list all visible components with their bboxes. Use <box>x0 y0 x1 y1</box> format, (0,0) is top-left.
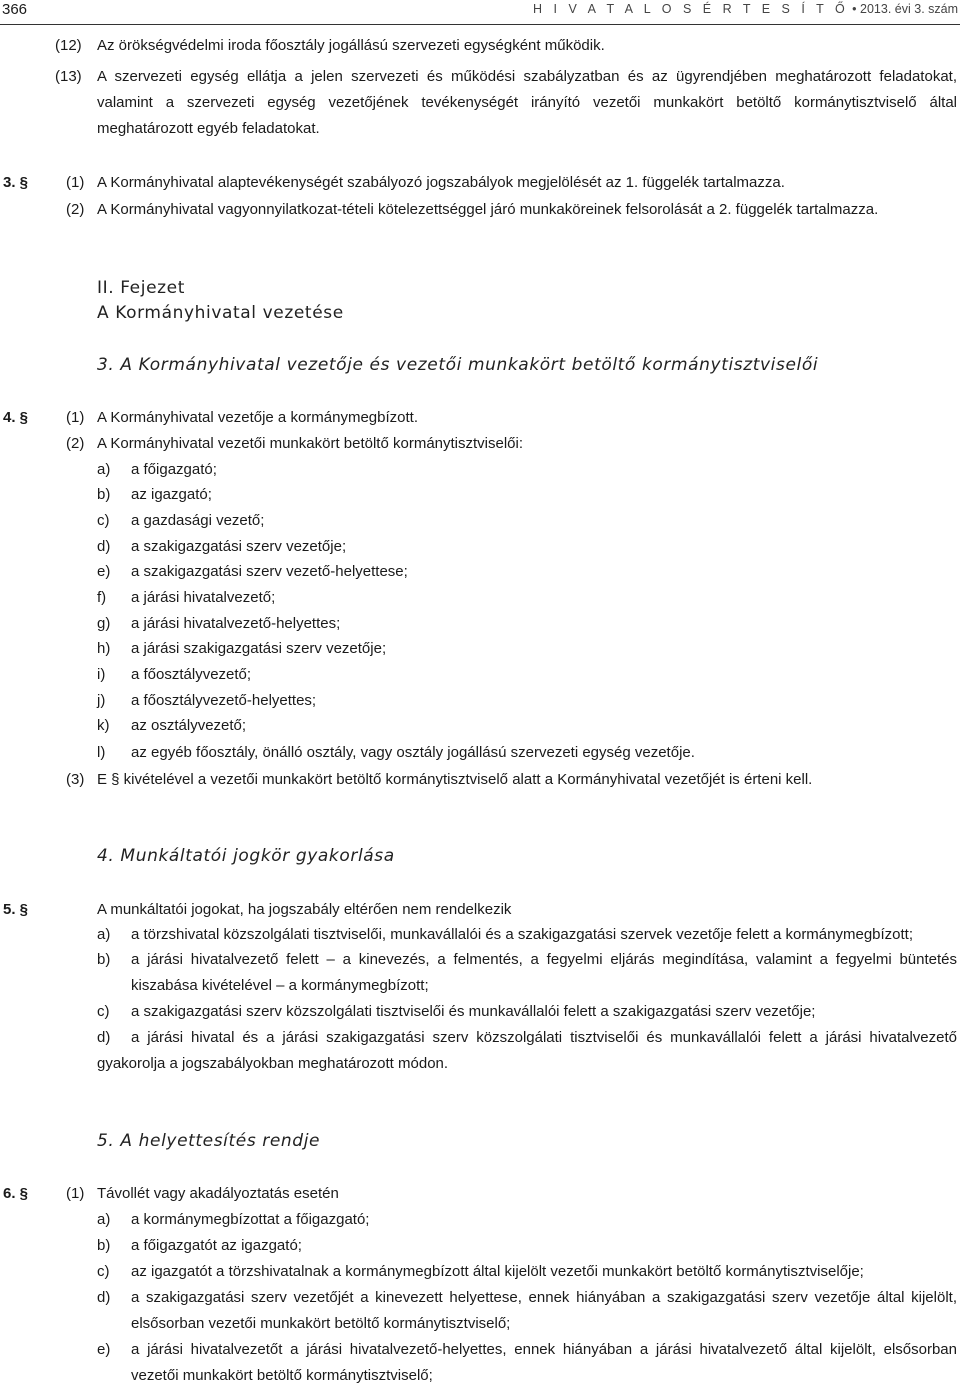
subsection-title: 3. A Kormányhivatal vezetője és vezetői munkakört betöltő kormánytisztviselői <box>97 355 819 375</box>
list-item-letter: b) <box>97 486 111 503</box>
list-item-letter: d) <box>97 1029 111 1046</box>
list-item-letter: a) <box>97 926 111 943</box>
list-item-text: a főosztályvezető; <box>131 666 252 683</box>
section-label: 5. § <box>3 901 29 918</box>
list-item-text: a járási hivatalvezető; <box>131 589 276 606</box>
list-item-letter: e) <box>97 563 111 580</box>
list-item-letter: b) <box>97 951 111 968</box>
list-item-text: a járási hivatalvezető felett – a kinevezés, a felmentés, a fegyelmi eljárás megindítása, valamint a fegyelmi büntetés kiszabása kivételével – a kormánymegbízott; <box>131 951 957 994</box>
para-text: A szervezeti egység ellátja a jelen szervezeti és működési szabályzatban és az ügyrendjében meghatározott feladatokat, valamint a szervezeti egység vezetőjének tevékenységét irányító vezetői munkakört betöltő kormánytisztviselő által meghatározott egyéb feladatokat. <box>97 68 957 137</box>
para-text: A Kormányhivatal vezetője a kormánymegbízott. <box>97 409 418 426</box>
list-item-text: a járási hivatalvezető-helyettes; <box>131 615 341 632</box>
list-item-text: a járási hivatal és a járási szakigazgatási szerv közszolgálati tisztviselői és munkavállalói felett a járási hivatalvezető <box>131 1029 957 1046</box>
para-text: A Kormányhivatal vagyonnyilatkozat-tételi kötelezettséggel járó munkaköreinek felsorolását a 2. függelék tartalmazza. <box>97 201 879 218</box>
list-item-text: a szakigazgatási szerv vezetőjét a kinevezett helyettese, ennek hiányában a szakigazgatási szerv vezetője által kijelölt, elsősorban vezetői munkakört betöltő kormánytisztviselő; <box>131 1289 957 1332</box>
list-item-text: a szakigazgatási szerv közszolgálati tisztviselői és munkavállalói felett a szakigazgatási szerv vezetője; <box>131 1003 816 1020</box>
para-num: (1) <box>66 174 85 191</box>
list-item-text: a főigazgatót az igazgató; <box>131 1237 302 1254</box>
para-num: (2) <box>66 435 85 452</box>
para-text: A munkáltatói jogokat, ha jogszabály eltérően nem rendelkezik <box>97 901 512 918</box>
list-item-letter: k) <box>97 717 110 734</box>
para-text: E § kivételével a vezetői munkakört betöltő kormánytisztviselő alatt a Kormányhivatal vezetőjét is érteni kell. <box>97 771 813 788</box>
list-item-letter: c) <box>97 1263 110 1280</box>
list-item-letter: f) <box>97 589 107 606</box>
list-item-text: a főosztályvezető-helyettes; <box>131 692 317 709</box>
para-text: Távollét vagy akadályoztatás esetén <box>97 1185 339 1202</box>
para-text: A Kormányhivatal alaptevékenységét szabályozó jogszabályok megjelölését az 1. függelék tartalmazza. <box>97 174 785 191</box>
list-item-text: a szakigazgatási szerv vezetője; <box>131 538 347 555</box>
running-title <box>533 2 958 16</box>
header-bullet: • <box>852 2 857 16</box>
subsection-title: 4. Munkáltatói jogkör gyakorlása <box>97 846 395 866</box>
list-item-text: a szakigazgatási szerv vezető-helyettese; <box>131 563 408 580</box>
para-num: (1) <box>66 1185 85 1202</box>
list-item-letter: a) <box>97 461 111 478</box>
para-num: (12) <box>55 37 82 54</box>
list-item-text: a törzshivatal közszolgálati tisztviselői, munkavállalói és a szakigazgatási szervek vezetője felett a kormánymegbízott; <box>131 926 914 943</box>
list-item-letter: a) <box>97 1211 111 1228</box>
list-item-letter: b) <box>97 1237 111 1254</box>
para-num: (2) <box>66 201 85 218</box>
list-item-text: a járási szakigazgatási szerv vezetője; <box>131 640 387 657</box>
list-item-text: az egyéb főosztály, önálló osztály, vagy osztály jogállású szervezeti egység vezetője. <box>131 744 695 761</box>
chapter-title: A Kormányhivatal vezetése <box>97 303 344 323</box>
para-text: A Kormányhivatal vezetői munkakört betöltő kormánytisztviselői: <box>97 435 524 452</box>
para-text: Az örökségvédelmi iroda főosztály jogállású szervezeti egységként működik. <box>97 37 605 54</box>
chapter-number: II. Fejezet <box>97 278 185 298</box>
para-num: (1) <box>66 409 85 426</box>
page-number: 366 <box>2 1 28 18</box>
issue-number: 2013. évi 3. szám <box>860 2 958 16</box>
list-item-text: a kormánymegbízottat a főigazgató; <box>131 1211 370 1228</box>
list-item-text: az igazgató; <box>131 486 212 503</box>
page-header <box>0 0 960 25</box>
section-label: 4. § <box>3 409 29 426</box>
subsection-title: 5. A helyettesítés rendje <box>97 1131 321 1151</box>
list-item-letter: c) <box>97 1003 110 1020</box>
list-item-letter: g) <box>97 615 111 632</box>
list-item-letter: d) <box>97 1289 111 1306</box>
publication-name: H I V A T A L O S É R T E S Í T Ő <box>533 2 849 16</box>
list-item-text: az osztályvezető; <box>131 717 247 734</box>
list-item-letter: i) <box>97 666 106 683</box>
para-text: gyakorolja a jogszabályokban meghatározott módon. <box>97 1055 449 1072</box>
list-item-letter: j) <box>97 692 106 709</box>
list-item-text: az igazgatót a törzshivatalnak a kormánymegbízott által kijelölt vezetői munkakört betöltő kormánytisztviselője; <box>131 1263 864 1280</box>
section-label: 3. § <box>3 174 29 191</box>
list-item-letter: d) <box>97 538 111 555</box>
section-label: 6. § <box>3 1185 29 1202</box>
list-item-letter: e) <box>97 1341 111 1358</box>
list-item-text: a járási hivatalvezetőt a járási hivatalvezető-helyettes, ennek hiányában a járási hivatalvezető által kijelölt, elsősorban vezetői munkakört betöltő kormánytisztviselő; <box>131 1341 957 1384</box>
list-item-letter: c) <box>97 512 110 529</box>
para-num: (3) <box>66 771 85 788</box>
para-num: (13) <box>55 68 82 85</box>
list-item-letter: h) <box>97 640 111 657</box>
list-item-text: a főigazgató; <box>131 461 217 478</box>
list-item-letter: l) <box>97 744 106 761</box>
list-item-text: a gazdasági vezető; <box>131 512 265 529</box>
